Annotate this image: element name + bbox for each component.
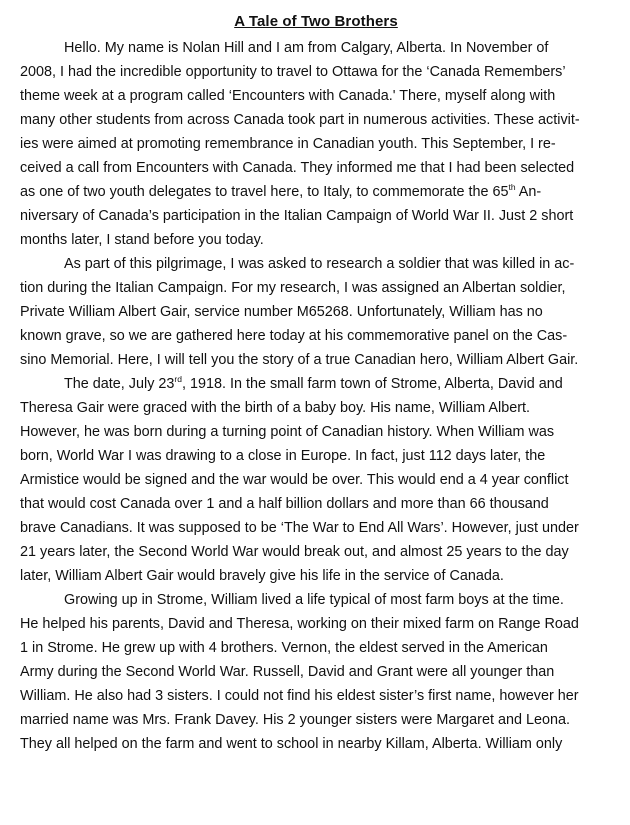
line-text: as one of two youth delegates to travel here, to Italy, to commemorate the 65 [20,184,509,200]
paragraph-line: theme week at a program called ‘Encounters with Canada.' There, myself along with [20,88,556,104]
paragraph-line: Growing up in Strome, William lived a life typical of most farm boys at the time. [64,592,564,608]
paragraph-line: married name was Mrs. Frank Davey. His 2 younger sisters were Margaret and Leona. [20,712,570,728]
paragraph-line: many other students from across Canada took part in numerous activities. These activit- [20,112,580,128]
document-title: A Tale of Two Brothers [234,13,398,30]
paragraph-line: Hello. My name is Nolan Hill and I am from Calgary, Alberta. In November of [64,40,549,56]
paragraph-2 [20,252,612,372]
line-text: The date, July 23 [64,376,175,392]
paragraph-line: ceived a call from Encounters with Canada. They informed me that I had been selected [20,160,575,176]
paragraph-line: ies were aimed at promoting remembrance in Canadian youth. This September, I re- [20,136,556,152]
document-page [20,12,612,756]
paragraph-4 [20,588,612,756]
ordinal-suffix: th [508,182,516,192]
paragraph-line: known grave, so we are gathered here today at his commemorative panel on the Cas- [20,328,568,344]
paragraph-line: He helped his parents, David and Theresa, working on their mixed farm on Range Road [20,616,579,632]
paragraph-line [20,180,612,204]
paragraph-line: William. He also had 3 sisters. I could not find his eldest sister’s first name, however her [20,688,579,704]
paragraph-line: that would cost Canada over 1 and a half billion dollars and more than 66 thousand [20,496,549,512]
paragraph-line: As part of this pilgrimage, I was asked to research a soldier that was killed in ac- [64,256,575,272]
line-text: An- [515,184,542,200]
paragraph-line: 2008, I had the incredible opportunity to travel to Ottawa for the ‘Canada Remembers’ [20,64,566,80]
paragraph-line: brave Canadians. It was supposed to be ‘The War to End All Wars’. However, just under [20,520,579,536]
line-text: , 1918. In the small farm town of Strome, Alberta, David and [181,376,563,392]
paragraph-3 [20,372,612,588]
paragraph-line: tion during the Italian Campaign. For my research, I was assigned an Albertan soldier, [20,280,566,296]
paragraph-line: However, he was born during a turning point of Canadian history. When William was [20,424,555,440]
paragraph-line: born, World War I was drawing to a close in Europe. In fact, just 112 days later, the [20,448,546,464]
paragraph-line: months later, I stand before you today. [20,232,264,248]
paragraph-line: sino Memorial. Here, I will tell you the story of a true Canadian hero, William Albert Gair. [20,352,579,368]
paragraph-line: Private William Albert Gair, service number M65268. Unfortunately, William has no [20,304,543,320]
paragraph-line: Theresa Gair were graced with the birth of a baby boy. His name, William Albert. [20,400,531,416]
paragraph-line: 1 in Strome. He grew up with 4 brothers. Vernon, the eldest served in the American [20,640,548,656]
ordinal-suffix: rd [174,374,182,384]
paragraph-line: niversary of Canada’s participation in the Italian Campaign of World War II. Just 2 short [20,208,574,224]
paragraph-line: 21 years later, the Second World War would break out, and almost 25 years to the day [20,544,569,560]
paragraph-1 [20,36,612,252]
paragraph-line: Army during the Second World War. Russell, David and Grant were all younger than [20,664,555,680]
paragraph-line [20,372,612,396]
paragraph-line: Armistice would be signed and the war would be over. This would end a 4 year conflict [20,472,569,488]
paragraph-line: They all helped on the farm and went to school in nearby Killam, Alberta. William only [20,736,563,752]
paragraph-line: later, William Albert Gair would bravely give his life in the service of Canada. [20,568,504,584]
